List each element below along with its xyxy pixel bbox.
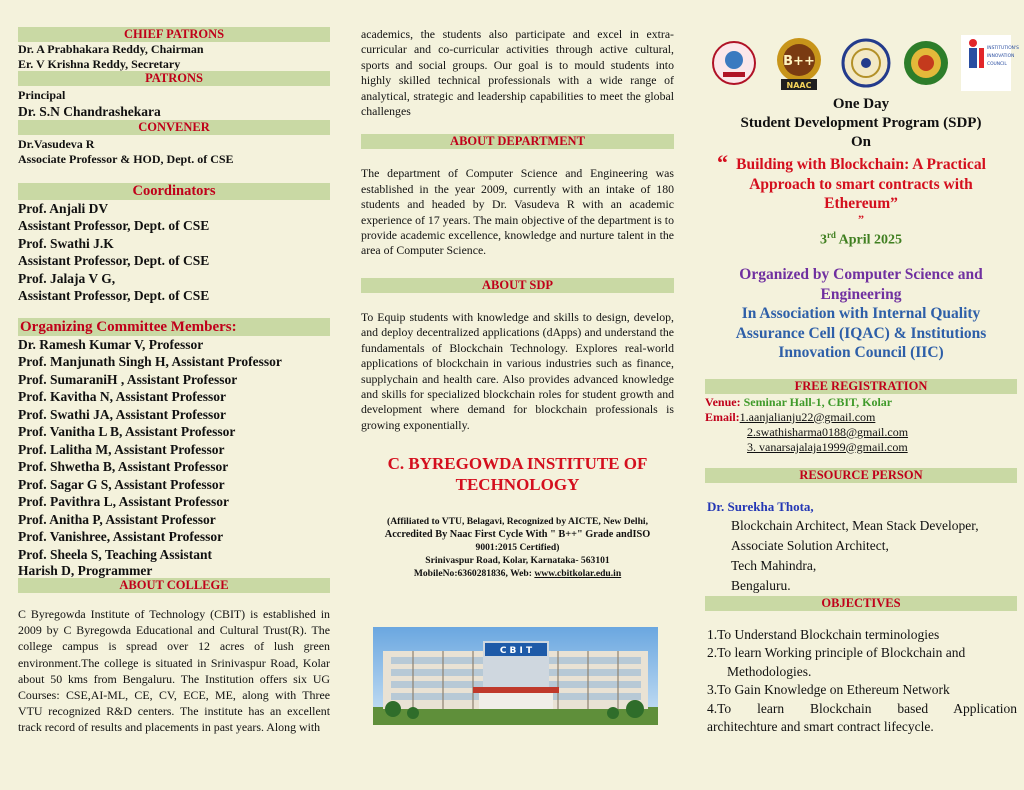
committee-member: Prof. Sheela S, Teaching Assistant [18, 546, 213, 562]
committee-member: Harish D, Programmer [18, 563, 153, 578]
institutions-innovation-council-logo [961, 35, 1019, 91]
objective-item: architechture and smart contract lifecycle. [707, 719, 934, 735]
committee-heading: Organizing Committee Members: [18, 318, 330, 336]
coordinator-line-5: Prof. Jalaja V G, [18, 270, 116, 286]
committee-member: Prof. Shwetha B, Assistant Professor [18, 459, 229, 474]
college-building-photo [373, 627, 658, 725]
institute-name: C. BYREGOWDA INSTITUTE OF TECHNOLOGY [387, 454, 648, 495]
committee-member: Prof. Sagar G S, Assistant Professor [18, 476, 225, 492]
svg-text:NAAC: NAAC [786, 81, 812, 90]
committee-member: Prof. Pavithra L, Assistant Professor [18, 494, 229, 509]
coordinator-line-1: Prof. Anjali DV [18, 200, 109, 216]
objectives-list [705, 626, 1017, 737]
college-text-continued: academics, the students also participate and excel in extra-curricular and co-curricular activities through active cultural, sports and social groups. Our goal is to mould students into highly skilled technical professionals with a wide range of analytical, strategic and leadership capabilities to meet the global challenges [361, 27, 674, 119]
building-sign-text: C B I T [499, 646, 533, 656]
committee-member: Prof. Manjunath Singh H, Assistant Professor [18, 354, 282, 369]
logo-strip [705, 34, 1017, 92]
coordinator-line-6: Assistant Professor, Dept. of CSE [18, 288, 210, 303]
website-link[interactable]: www.cbitkolar.edu.in [534, 568, 622, 580]
committee-member: Prof. Anitha P, Assistant Professor [18, 511, 216, 527]
free-registration-heading: FREE REGISTRATION [705, 379, 1017, 394]
committee-member: Dr. Ramesh Kumar V, Professor [18, 336, 204, 352]
committee-member: Prof. Lalitha M, Assistant Professor [18, 441, 225, 457]
committee-list [18, 336, 330, 579]
middle-column [361, 0, 674, 790]
vtu-logo [902, 39, 950, 87]
committee-member: Prof. Vanitha L B, Assistant Professor [18, 424, 236, 439]
resource-person-heading: RESOURCE PERSON [705, 468, 1017, 483]
convener-role: Associate Professor & HOD, Dept. of CSE [18, 152, 234, 166]
svg-text:B++: B++ [783, 54, 815, 69]
about-department-text: The department of Computer Science and Engineering was established in the year 2009, currently with an intake of 180 students and headed by Dr. Vasudeva R with an academic experience of 17 years. The main objective of the department is to provide academic excellence, knowledge and nurture talent in the area of Computer Science. [361, 166, 674, 258]
about-sdp-text: To Equip students with knowledge and skills to design, develop, and deploy decentralized applications (dApps) and understand the fundamentals of Blockchain Technology. Explores real-world applications of blockchain in various industries such as finance, supplychain and health care. Also provides advanced knowledge and skills for specialized blockchain roles for student growth and development where demand for blockchain professionals is growing exponentially. [361, 309, 674, 432]
svg-text:INSTITUTION'S: INSTITUTION'S [987, 46, 1019, 51]
chief-patrons-heading: CHIEF PATRONS [18, 27, 330, 42]
venue-line: Venue: Seminar Hall-1, CBIT, Kolar [705, 394, 893, 409]
committee-member: Prof. Vanishree, Assistant Professor [18, 529, 224, 544]
resource-person-name: Dr. Surekha Thota, [707, 498, 814, 514]
objective-item: Methodologies. [727, 663, 812, 679]
coordinator-line-3: Prof. Swathi J.K [18, 235, 114, 251]
committee-member: Prof. SumaraniH , Assistant Professor [18, 371, 238, 387]
resource-person-details: Blockchain Architect, Mean Stack Developer, Associate Solution Architect, Tech Mahindra, Bengaluru. [731, 517, 979, 593]
about-sdp-heading: ABOUT SDP [361, 278, 674, 293]
college-emblem-logo [711, 40, 757, 86]
objective-item: 1.To Understand Blockchain terminologies [707, 626, 940, 642]
convener-name: Dr.Vasudeva R [18, 136, 95, 151]
email-link-2[interactable]: 2.swathisharma0188@gmail.com [747, 424, 909, 439]
email-link-1[interactable]: 1.aanjalianju22@gmail.com [739, 409, 876, 424]
patron-name: Dr. S.N Chandrashekara [18, 103, 161, 119]
objective-item: 3.To Gain Knowledge on Ethereum Network [707, 682, 950, 698]
coordinator-line-2: Assistant Professor, Dept. of CSE [18, 218, 210, 233]
about-college-text: C Byregowda Institute of Technology (CBIT) is established in 2009 by C Byregowda Educational and Cultural Trust(R). The college campus is spread over 12 acres of lush green environment.The college is situated in Srinivaspur Road, Kolar about 50 kms from Bengaluru. The Institution offers six UG Courses: CSE,AI-ML, CE, CV, ECE, ME, along with Three VTU recognized R&D centers. The institute has an excellent track record of results and placements in past years. Along with [18, 607, 330, 735]
objectives-heading: OBJECTIVES [705, 596, 1017, 611]
committee-member: Prof. Swathi JA, Assistant Professor [18, 406, 226, 422]
about-department-heading: ABOUT DEPARTMENT [361, 134, 674, 149]
coordinators-heading: Coordinators [18, 183, 330, 200]
left-column [18, 0, 330, 790]
patron-role: Principal [18, 88, 66, 102]
svg-text:COUNCIL: COUNCIL [987, 62, 1007, 67]
program-title: “ Building with Blockchain: A Practical Approach to smart contracts with Ethereum” ” [717, 150, 986, 226]
coordinator-line-4: Assistant Professor, Dept. of CSE [18, 253, 210, 268]
about-college-heading: ABOUT COLLEGE [18, 578, 330, 593]
naac-b-plus-plus-logo [768, 35, 830, 91]
objective-item: 2.To learn Working principle of Blockchain and [707, 645, 966, 661]
chief-patron-1: Dr. A Prabhakara Reddy, Chairman [18, 42, 204, 56]
objective-item: 4.To learn Blockchain based Application [707, 700, 1017, 716]
chief-patron-2: Er. V Krishna Reddy, Secretary [18, 56, 181, 71]
svg-text:INNOVATION: INNOVATION [987, 54, 1015, 59]
convener-heading: CONVENER [18, 120, 330, 135]
right-column [705, 0, 1017, 790]
affiliation-block: (Affiliated to VTU, Belagavi, Recognized by AICTE, New Delhi, Accredited By Naac First Cycle With " B++" Grade andISO 9001:2015 Certified) Srinivaspur Road, Kolar, Karnataka- 563101 MobileNo:6360281836, Web: www.cbitkolar.edu.in [384, 516, 651, 580]
program-heading: One Day Student Development Program (SDP) On [740, 96, 982, 150]
aicte-logo [841, 38, 891, 88]
email-link-3[interactable]: 3. vanarsajalaja1999@gmail.com [747, 439, 908, 454]
committee-member: Prof. Kavitha N, Assistant Professor [18, 389, 226, 404]
patrons-heading: PATRONS [18, 71, 330, 86]
event-date: 3rd April 2025 [819, 229, 903, 248]
email-block: Email:1.aanjalianju22@gmail.com 2.swathisharma0188@gmail.com 3. vanarsajalaja1999@gmail.com [705, 410, 1017, 455]
organizer-block: Organized by Computer Science and Engineering In Association with Internal Quality Assurance Cell (IQAC) & Institutions Innovation Council (IIC) [735, 266, 987, 362]
